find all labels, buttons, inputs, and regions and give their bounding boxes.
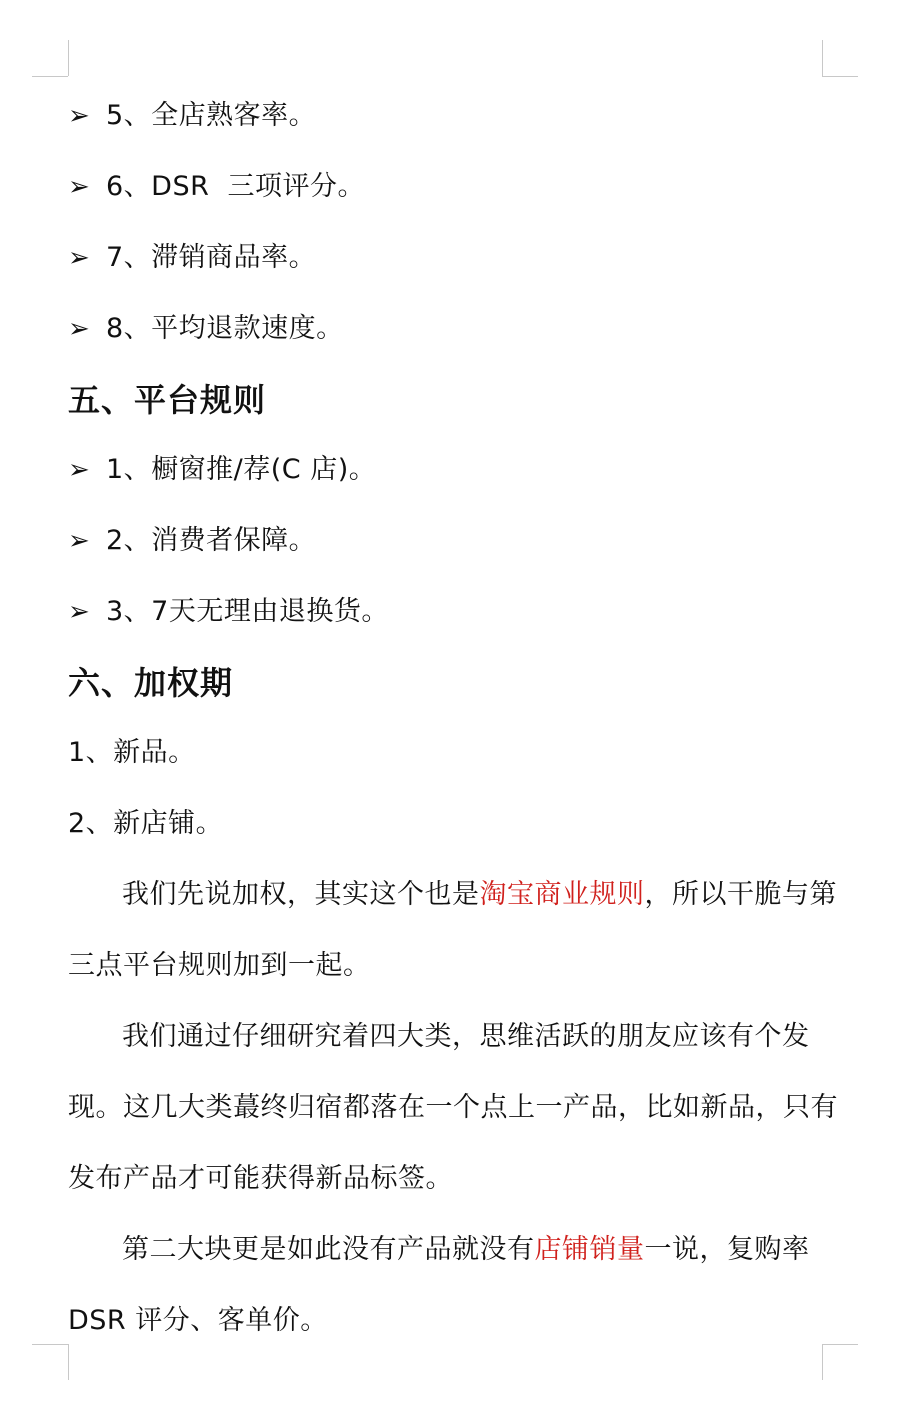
numbered-item: 2、新店铺。 [68, 808, 224, 839]
crop-mark-top-right-h [822, 76, 858, 77]
arrow-bullet-icon: ➢ [68, 455, 91, 485]
list-item-text: 8、平均退款速度。 [106, 313, 344, 344]
list-item [68, 169, 365, 205]
paragraph-line: 我们通过仔细研究着四大类，思维活跃的朋友应该有个发 [122, 1021, 810, 1052]
paragraph-line [68, 1232, 810, 1268]
highlighted-text: 店铺销量 [534, 1234, 645, 1265]
crop-mark-bottom-right-v [822, 1344, 823, 1380]
numbered-item: 1、新品。 [68, 737, 196, 768]
list-item [68, 523, 316, 559]
list-item-text: 1、橱窗推/荐(C 店)。 [106, 454, 377, 485]
list-item-text: 2、消费者保障。 [106, 525, 317, 556]
list-item-text: 6、DSR 三项评分。 [106, 171, 366, 202]
paragraph-text: 我们先说加权，其实这个也是 [122, 879, 480, 910]
crop-mark-top-left-v [68, 40, 69, 76]
list-item [68, 98, 316, 134]
arrow-bullet-icon: ➢ [68, 314, 91, 344]
crop-mark-top-right-v [822, 40, 823, 76]
arrow-bullet-icon: ➢ [68, 243, 91, 273]
list-item-text: 7、滞销商品率。 [106, 242, 317, 273]
arrow-bullet-icon: ➢ [68, 526, 91, 556]
highlighted-text: 淘宝商业规则 [479, 879, 645, 910]
paragraph-line: 现。这几大类蕞终归宿都落在一个点上一产品，比如新品，只有 [68, 1092, 838, 1123]
paragraph-text: 第二大块更是如此没有产品就没有 [122, 1234, 535, 1265]
paragraph-text: 一说，复购率 [644, 1234, 810, 1265]
list-item [68, 240, 316, 276]
paragraph-line: 三点平台规则加到一起。 [68, 950, 371, 981]
crop-mark-bottom-left-h [32, 1344, 68, 1345]
crop-mark-bottom-right-h [822, 1344, 858, 1345]
paragraph-line: 发布产品才可能获得新品标签。 [68, 1163, 453, 1194]
arrow-bullet-icon: ➢ [68, 172, 91, 202]
arrow-bullet-icon: ➢ [68, 101, 91, 131]
list-item [68, 311, 344, 347]
paragraph-line [68, 877, 837, 913]
arrow-bullet-icon: ➢ [68, 597, 91, 627]
list-item [68, 452, 376, 488]
section-heading-platform-rules: 五、平台规则 [68, 381, 267, 419]
paragraph-line: DSR 评分、客单价。 [68, 1305, 328, 1336]
list-item [68, 594, 389, 630]
paragraph-text: ，所以干脆与第 [644, 879, 837, 910]
crop-mark-bottom-left-v [68, 1344, 69, 1380]
crop-mark-top-left-h [32, 76, 68, 77]
list-item-text: 5、全店熟客率。 [106, 100, 317, 131]
list-item-text: 3、7天无理由退换货。 [106, 596, 389, 627]
section-heading-weighting-period: 六、加权期 [68, 664, 234, 702]
